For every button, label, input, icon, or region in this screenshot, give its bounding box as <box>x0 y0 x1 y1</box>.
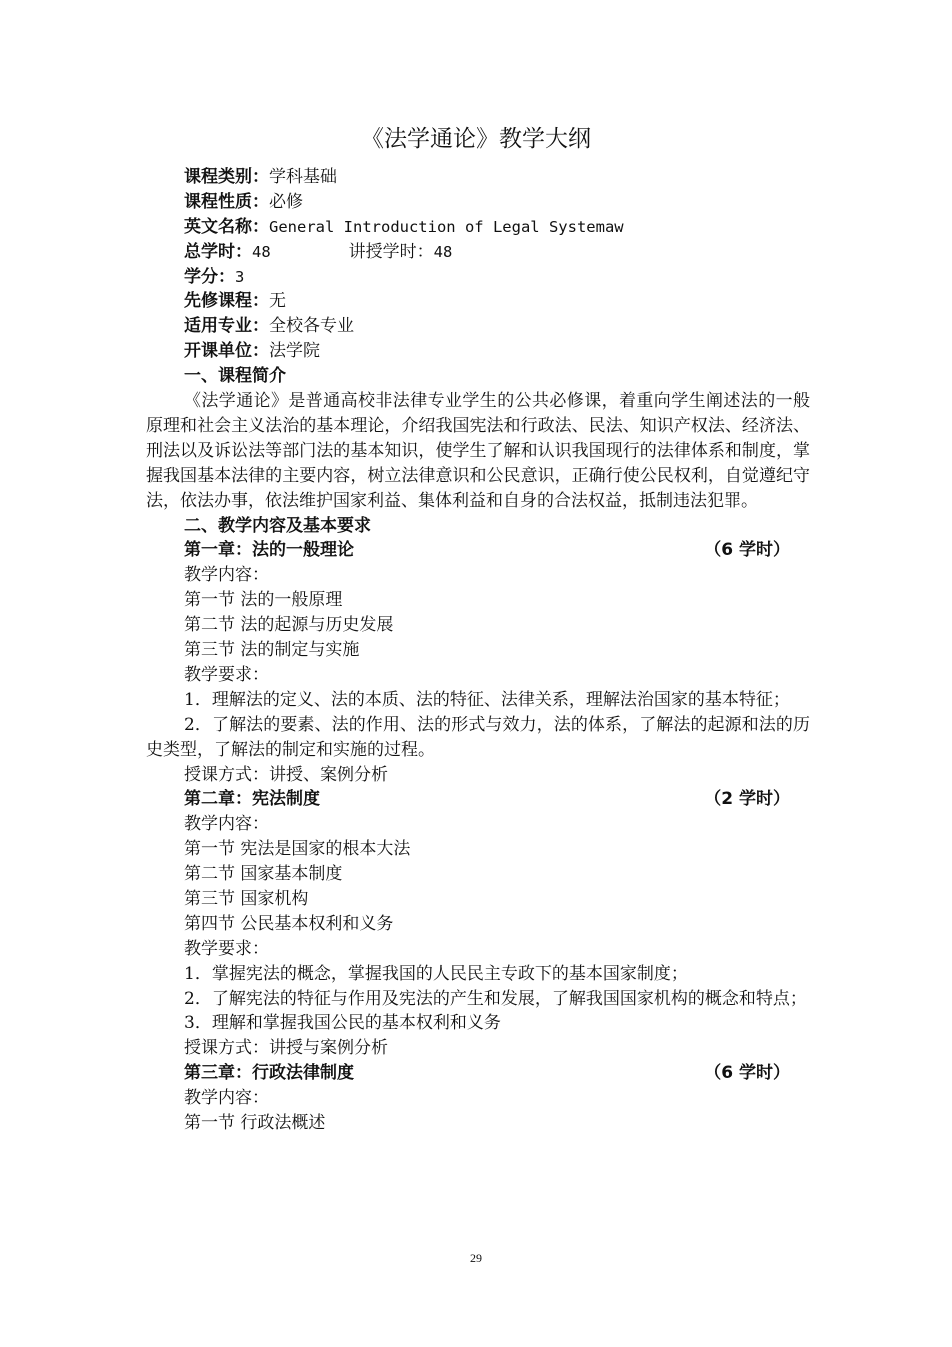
chapter-1-content-label: 教学内容： <box>184 565 269 586</box>
department-label: 开课单位： <box>184 341 269 362</box>
english-name-row <box>146 215 810 240</box>
chapter-1-req-label: 教学要求： <box>184 664 269 685</box>
chapter-2-requirement-2: 2．了解宪法的特征与作用及宪法的产生和发展，了解我国国家机构的概念和特点； <box>184 988 807 1009</box>
course-category-label: 课程类别： <box>184 167 269 187</box>
chapter-2-req-label: 教学要求： <box>184 938 269 959</box>
total-hours-value: 48 <box>252 242 271 261</box>
lecture-hours-value: 48 <box>433 242 453 261</box>
chapter-1-section-3: 第三节 法的制定与实施 <box>184 640 360 660</box>
chapter-2-section-3: 第三节 国家机构 <box>184 888 309 909</box>
intro-paragraph: 《法学通论》是普通高校非法律专业学生的公共必修课，着重向学生阐述法的一般原理和社会主义法治的基本理论，介绍我国宪法和行政法、民法、知识产权法、经济法、刑法以及诉讼法等部门法的基本知识，使学生了解和认识我国现行的法律体系和制度，掌握我国基本法律的主要内容，树立法律意识和公民意识，正确行使公民权利，自觉遵纪守法，依法办事，依法维护国家利益、集体利益和自身的合法权益，抵制违法犯罪。 <box>146 391 810 511</box>
prerequisite-row <box>146 289 810 314</box>
department-value: 法学院 <box>269 341 320 362</box>
department-row <box>146 339 810 364</box>
english-name-label: 英文名称： <box>184 216 269 237</box>
applicable-major-value: 全校各专业 <box>269 316 354 337</box>
chapter-2-hours: （2 学时） <box>704 789 790 810</box>
chapter-3-hours: （6 学时） <box>704 1063 790 1084</box>
chapter-1-method: 授课方式：讲授、案例分析 <box>184 764 388 785</box>
chapter-3-heading <box>146 1061 810 1086</box>
chapter-2-section-1: 第一节 宪法是国家的根本大法 <box>184 839 411 860</box>
chapter-1-requirement-1: 1．理解法的定义、法的本质、法的特征、法律关系，理解法治国家的基本特征； <box>184 689 790 710</box>
course-category-row <box>146 165 810 190</box>
chapter-1-section-1: 第一节 法的一般原理 <box>184 590 343 611</box>
section-heading-content: 二、教学内容及基本要求 <box>184 515 371 536</box>
prerequisite-label: 先修课程： <box>184 291 269 312</box>
course-nature-label: 课程性质： <box>184 191 269 212</box>
chapter-3-title: 第三章：行政法律制度 <box>184 1063 354 1084</box>
chapter-1-section-2: 第二节 法的起源与历史发展 <box>184 615 394 636</box>
page-number: 29 <box>470 1251 482 1265</box>
course-category-value: 学科基础 <box>269 167 337 187</box>
chapter-2-heading <box>146 787 810 812</box>
credits-value: 3 <box>235 267 245 286</box>
credits-label: 学分： <box>184 266 235 287</box>
chapter-3-section-1: 第一节 行政法概述 <box>184 1113 326 1134</box>
hours-row <box>146 240 810 265</box>
chapter-3-content-label: 教学内容： <box>184 1088 269 1109</box>
total-hours-label: 总学时： <box>184 241 252 262</box>
chapter-2-requirement-3: 3．理解和掌握我国公民的基本权利和义务 <box>184 1013 501 1034</box>
lecture-hours-label: 讲授学时： <box>348 241 434 262</box>
chapter-2-content-label: 教学内容： <box>184 814 269 835</box>
course-nature-value: 必修 <box>269 191 303 212</box>
document-title: 《法学通论》教学大纲 <box>361 126 591 152</box>
document-body <box>146 165 810 1136</box>
course-nature-row <box>146 190 810 215</box>
chapter-1-heading <box>146 538 810 563</box>
chapter-2-section-4: 第四节 公民基本权利和义务 <box>184 913 394 934</box>
chapter-1-title: 第一章：法的一般理论 <box>184 540 354 561</box>
section-heading-intro: 一、课程简介 <box>184 366 286 387</box>
applicable-major-row <box>146 314 810 339</box>
applicable-major-label: 适用专业： <box>184 316 269 337</box>
chapter-1-hours: （6 学时） <box>704 540 790 561</box>
chapter-2-requirement-1: 1．掌握宪法的概念，掌握我国的人民民主专政下的基本国家制度； <box>184 963 688 984</box>
chapter-2-section-2: 第二节 国家基本制度 <box>184 864 343 885</box>
english-name-value: General Introduction of Legal Systemaw <box>269 217 624 236</box>
chapter-2-title: 第二章：宪法制度 <box>184 789 320 810</box>
chapter-1-requirement-2: 2．了解法的要素、法的作用、法的形式与效力，法的体系，了解法的起源和法的历史类型，了解法的制定和实施的过程。 <box>146 714 810 760</box>
chapter-2-method: 授课方式：讲授与案例分析 <box>184 1038 388 1059</box>
credits-row <box>146 265 810 290</box>
prerequisite-value: 无 <box>269 291 286 312</box>
